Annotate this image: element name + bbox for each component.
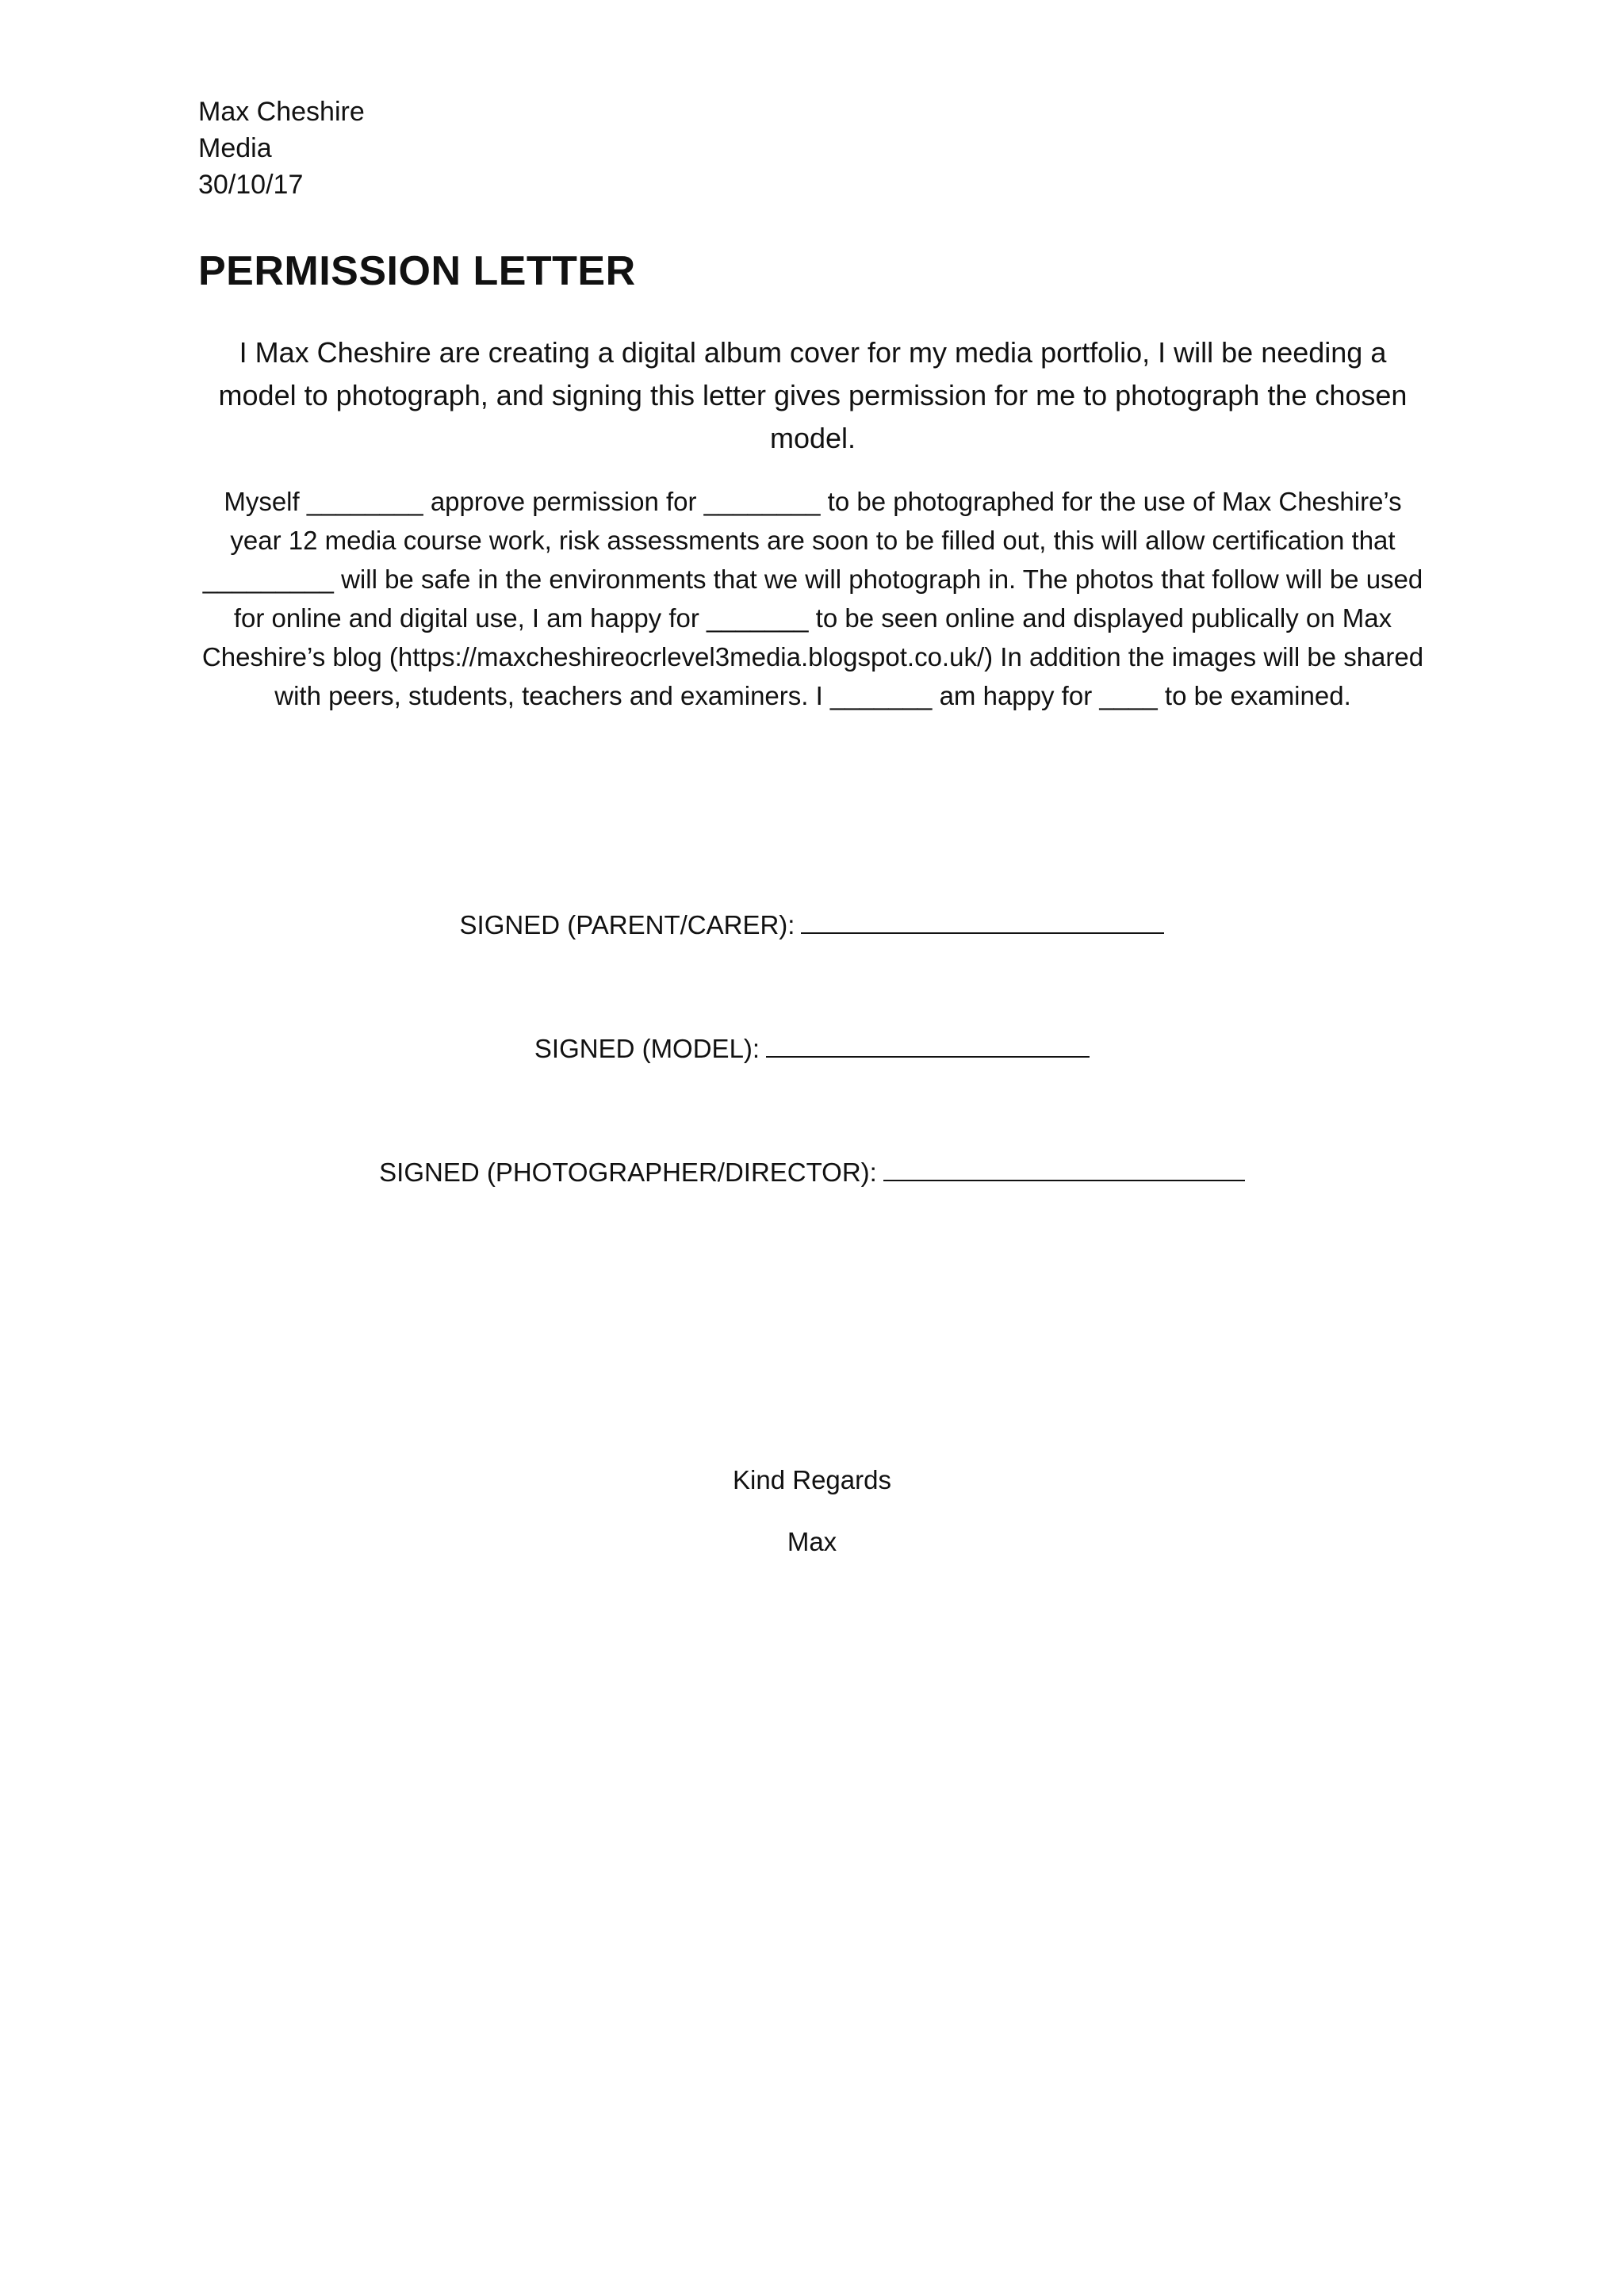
closing-name: Max [787, 1527, 837, 1556]
signature-line[interactable] [766, 1034, 1090, 1058]
signature-line[interactable] [883, 1158, 1245, 1181]
permission-paragraph: Myself ________ approve permission for ________ to be photographed for the use of Max Cheshire’s year 12 media course work, risk assessments are soon to be filled out, this will allow certification that _________ will be safe in the environments that we will photograph in. The photos that follow will be used for online and digital use, I am happy for _______ to be seen online and displayed publically on Max Cheshire’s blog (https://maxcheshireocrlevel3media.blogspot.co.uk/) In addition the images will be shared with peers, students, teachers and examiners. I _______ am happy for ____ to be examined. [201, 487, 1424, 710]
signature-label: SIGNED (MODEL): [534, 1034, 760, 1063]
signature-parent-carer [0, 910, 1624, 940]
letter-title: PERMISSION LETTER [198, 248, 636, 294]
letter-date: 30/10/17 [198, 170, 304, 200]
signature-photographer-director [0, 1158, 1624, 1188]
author-name: Max Cheshire [198, 97, 365, 127]
signature-label: SIGNED (PHOTOGRAPHER/DIRECTOR): [379, 1158, 877, 1187]
signature-line[interactable] [801, 910, 1164, 934]
signature-label: SIGNED (PARENT/CARER): [459, 910, 795, 939]
intro-paragraph: I Max Cheshire are creating a digital album cover for my media portfolio, I will be needing a model to photograph, and signing this letter gives permission for me to photograph the chosen model. [218, 336, 1408, 454]
subject-name: Media [198, 133, 272, 163]
letter-header [198, 94, 365, 203]
signature-model [0, 1034, 1624, 1064]
closing-regards: Kind Regards [733, 1465, 891, 1494]
